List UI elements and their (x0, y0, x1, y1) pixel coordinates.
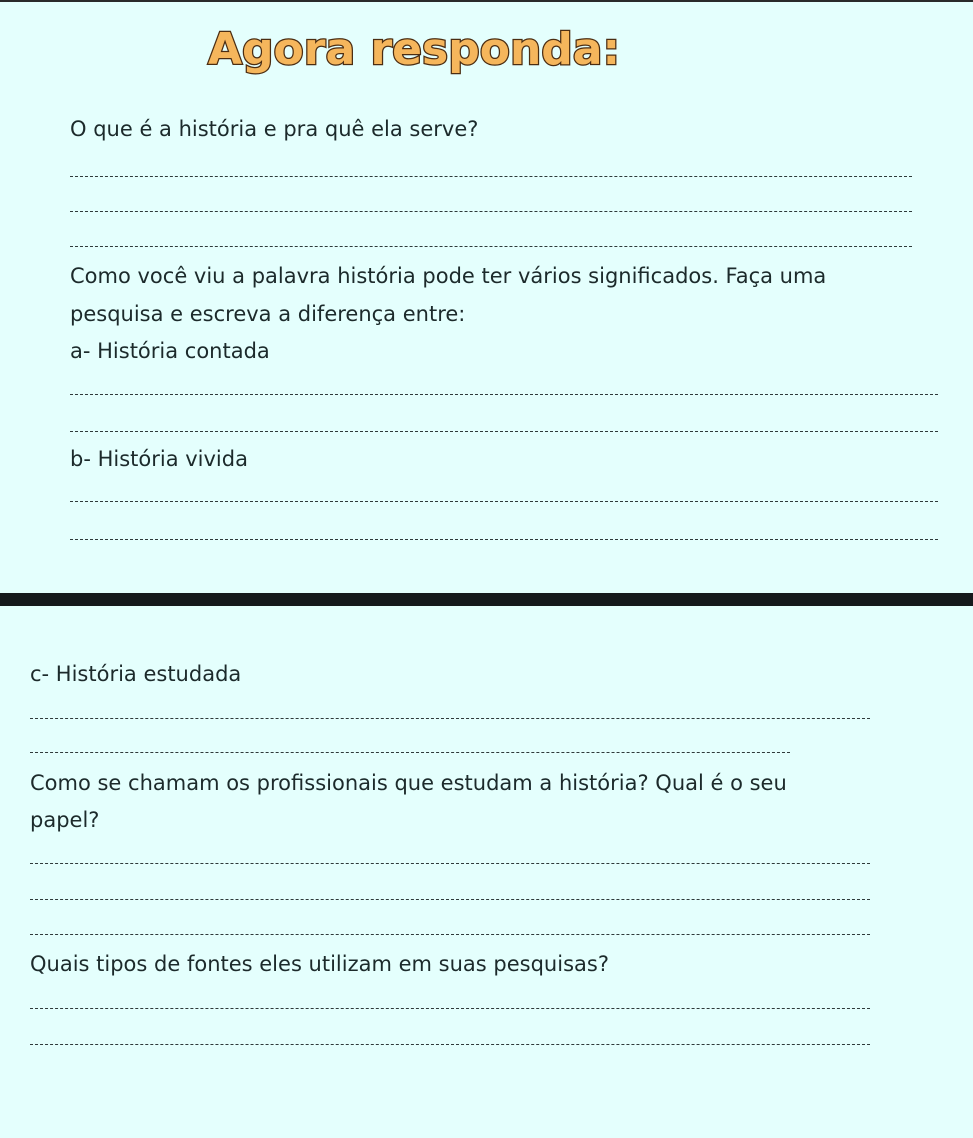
question-meanings-line2: pesquisa e escreva a diferença entre: (70, 302, 466, 326)
item-historia-vivida: b- História vivida (70, 447, 248, 471)
top-border (0, 0, 973, 2)
question-historians-line2: papel? (30, 808, 100, 832)
answer-line[interactable] (70, 501, 938, 502)
answer-line[interactable] (70, 176, 912, 177)
question-sources: Quais tipos de fontes eles utilizam em suas pesquisas? (30, 952, 609, 976)
answer-line[interactable] (30, 1008, 870, 1009)
question-history-purpose: O que é a história e pra quê ela serve? (70, 117, 479, 141)
answer-line[interactable] (30, 718, 870, 719)
answer-line[interactable] (30, 934, 870, 935)
answer-line[interactable] (70, 539, 938, 540)
answer-line[interactable] (70, 211, 912, 212)
question-historians-line1: Como se chamam os profissionais que estudam a história? Qual é o seu (30, 771, 787, 795)
question-meanings-line1: Como você viu a palavra história pode ter vários significados. Faça uma (70, 264, 827, 288)
worksheet-title: Agora responda: (208, 24, 621, 75)
answer-line[interactable] (30, 863, 870, 864)
answer-line[interactable] (30, 899, 870, 900)
answer-line[interactable] (70, 246, 912, 247)
item-historia-contada: a- História contada (70, 339, 270, 363)
answer-line[interactable] (30, 752, 790, 753)
page-divider (0, 593, 973, 606)
item-historia-estudada: c- História estudada (30, 662, 242, 686)
answer-line[interactable] (70, 394, 938, 395)
answer-line[interactable] (70, 431, 938, 432)
answer-line[interactable] (30, 1044, 870, 1045)
